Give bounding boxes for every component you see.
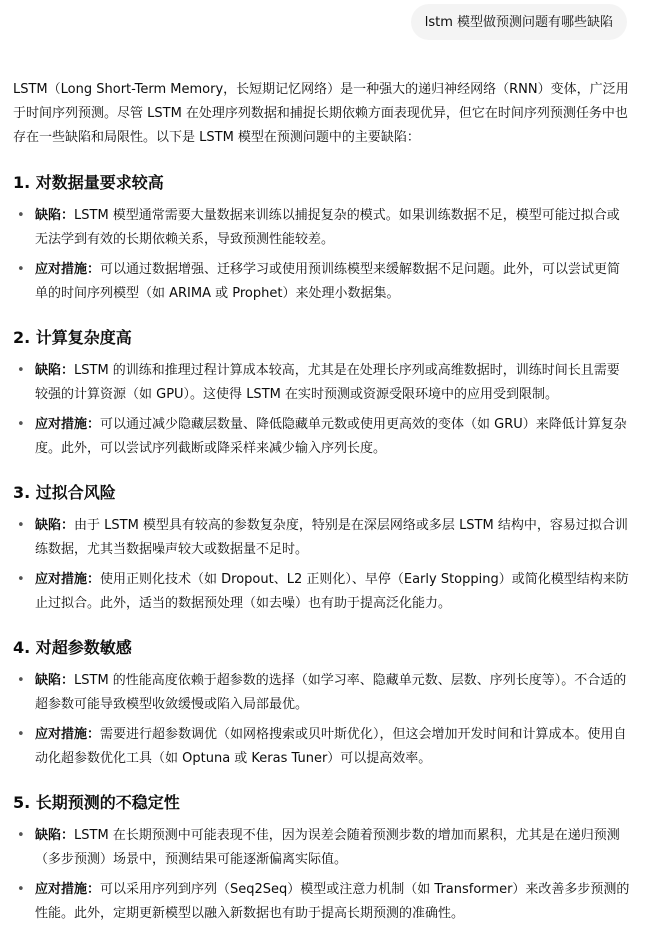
list-item bbox=[13, 824, 631, 871]
user-message-row bbox=[0, 0, 663, 40]
answer-intro: LSTM（Long Short-Term Memory，长短期记忆网络）是一种强大的递归神经网络（RNN）变体，广泛用于时间序列预测。尽管 LSTM 在处理序列数据和捕捉长期依赖方面表现优异，但它在时间序列预测任务中也存在一些缺陷和局限性。以下是 LSTM 模型在预测问题中的主要缺陷： bbox=[13, 82, 629, 145]
item-text: 使用正则化技术（如 Dropout、L2 正则化）、早停（Early Stopping）或简化模型结构来防止过拟合。此外，适当的数据预处理（如去噪）也有助于提高泛化能力。 bbox=[35, 572, 629, 611]
item-label: 应对措施： bbox=[35, 882, 101, 897]
item-label: 应对措施： bbox=[35, 727, 101, 742]
bullet-icon: • bbox=[17, 673, 25, 688]
item-label: 缺陷： bbox=[35, 363, 75, 378]
list-item bbox=[13, 359, 631, 406]
item-text: 由于 LSTM 模型具有较高的参数复杂度，特别是在深层网络或多层 LSTM 结构中，容易过拟合训练数据，尤其当数据噪声较大或数据量不足时。 bbox=[35, 518, 628, 557]
item-text: 可以通过数据增强、迁移学习或使用预训练模型来缓解数据不足问题。此外，可以尝试更简单的时间序列模型（如 ARIMA 或 Prophet）来处理小数据集。 bbox=[35, 262, 621, 301]
bullet-icon: • bbox=[17, 363, 25, 378]
item-label: 应对措施： bbox=[35, 262, 101, 277]
bullet-icon: • bbox=[17, 572, 25, 587]
bullet-icon: • bbox=[17, 518, 25, 533]
list-item bbox=[13, 413, 631, 460]
item-text: LSTM 的性能高度依赖于超参数的选择（如学习率、隐藏单元数、层数、序列长度等）。不合适的超参数可能导致模型收敛缓慢或陷入局部最优。 bbox=[35, 673, 627, 712]
section-title: 3. 过拟合风险 bbox=[13, 483, 116, 502]
list-item bbox=[13, 568, 631, 615]
item-label: 缺陷： bbox=[35, 208, 75, 223]
item-text: LSTM 的训练和推理过程计算成本较高，尤其是在处理长序列或高维数据时，训练时间长且需要较强的计算资源（如 GPU）。这使得 LSTM 在实时预测或资源受限环境中的应用受到限制。 bbox=[35, 363, 620, 402]
list-item bbox=[13, 723, 631, 770]
item-text: LSTM 模型通常需要大量数据来训练以捕捉复杂的模式。如果训练数据不足，模型可能过拟合或无法学到有效的长期依赖关系，导致预测性能较差。 bbox=[35, 208, 620, 247]
item-label: 缺陷： bbox=[35, 828, 75, 843]
section-title: 1. 对数据量要求较高 bbox=[13, 173, 164, 192]
bullet-icon: • bbox=[17, 417, 25, 432]
item-text: 可以采用序列到序列（Seq2Seq）模型或注意力机制（如 Transformer）来改善多步预测的性能。此外，定期更新模型以融入新数据也有助于提高长期预测的准确性。 bbox=[35, 882, 630, 921]
item-label: 缺陷： bbox=[35, 518, 75, 533]
list-item bbox=[13, 204, 631, 251]
item-label: 应对措施： bbox=[35, 417, 101, 432]
assistant-answer bbox=[0, 40, 663, 925]
bullet-icon: • bbox=[17, 828, 25, 843]
section bbox=[13, 637, 631, 770]
section-title: 4. 对超参数敏感 bbox=[13, 638, 132, 657]
list-item bbox=[13, 514, 631, 561]
item-label: 应对措施： bbox=[35, 572, 101, 587]
list-item bbox=[13, 669, 631, 716]
bullet-icon: • bbox=[17, 208, 25, 223]
bullet-icon: • bbox=[17, 882, 25, 897]
list-item bbox=[13, 878, 631, 925]
section-title: 2. 计算复杂度高 bbox=[13, 328, 132, 347]
item-text: 需要进行超参数调优（如网格搜索或贝叶斯优化），但这会增加开发时间和计算成本。使用自动化超参数优化工具（如 Optuna 或 Keras Tuner）可以提高效率。 bbox=[35, 727, 627, 766]
user-message-bubble: lstm 模型做预测问题有哪些缺陷 bbox=[411, 4, 627, 40]
item-text: 可以通过减少隐藏层数量、降低隐藏单元数或使用更高效的变体（如 GRU）来降低计算复杂度。此外，可以尝试序列截断或降采样来减少输入序列长度。 bbox=[35, 417, 627, 456]
section-title: 5. 长期预测的不稳定性 bbox=[13, 793, 180, 812]
bullet-icon: • bbox=[17, 727, 25, 742]
item-label: 缺陷： bbox=[35, 673, 75, 688]
item-text: LSTM 在长期预测中可能表现不佳，因为误差会随着预测步数的增加而累积，尤其是在递归预测（多步预测）场景中，预测结果可能逐渐偏离实际值。 bbox=[35, 828, 620, 867]
section bbox=[13, 172, 631, 305]
section bbox=[13, 327, 631, 460]
list-item bbox=[13, 258, 631, 305]
bullet-icon: • bbox=[17, 262, 25, 277]
section bbox=[13, 792, 631, 925]
section bbox=[13, 482, 631, 615]
